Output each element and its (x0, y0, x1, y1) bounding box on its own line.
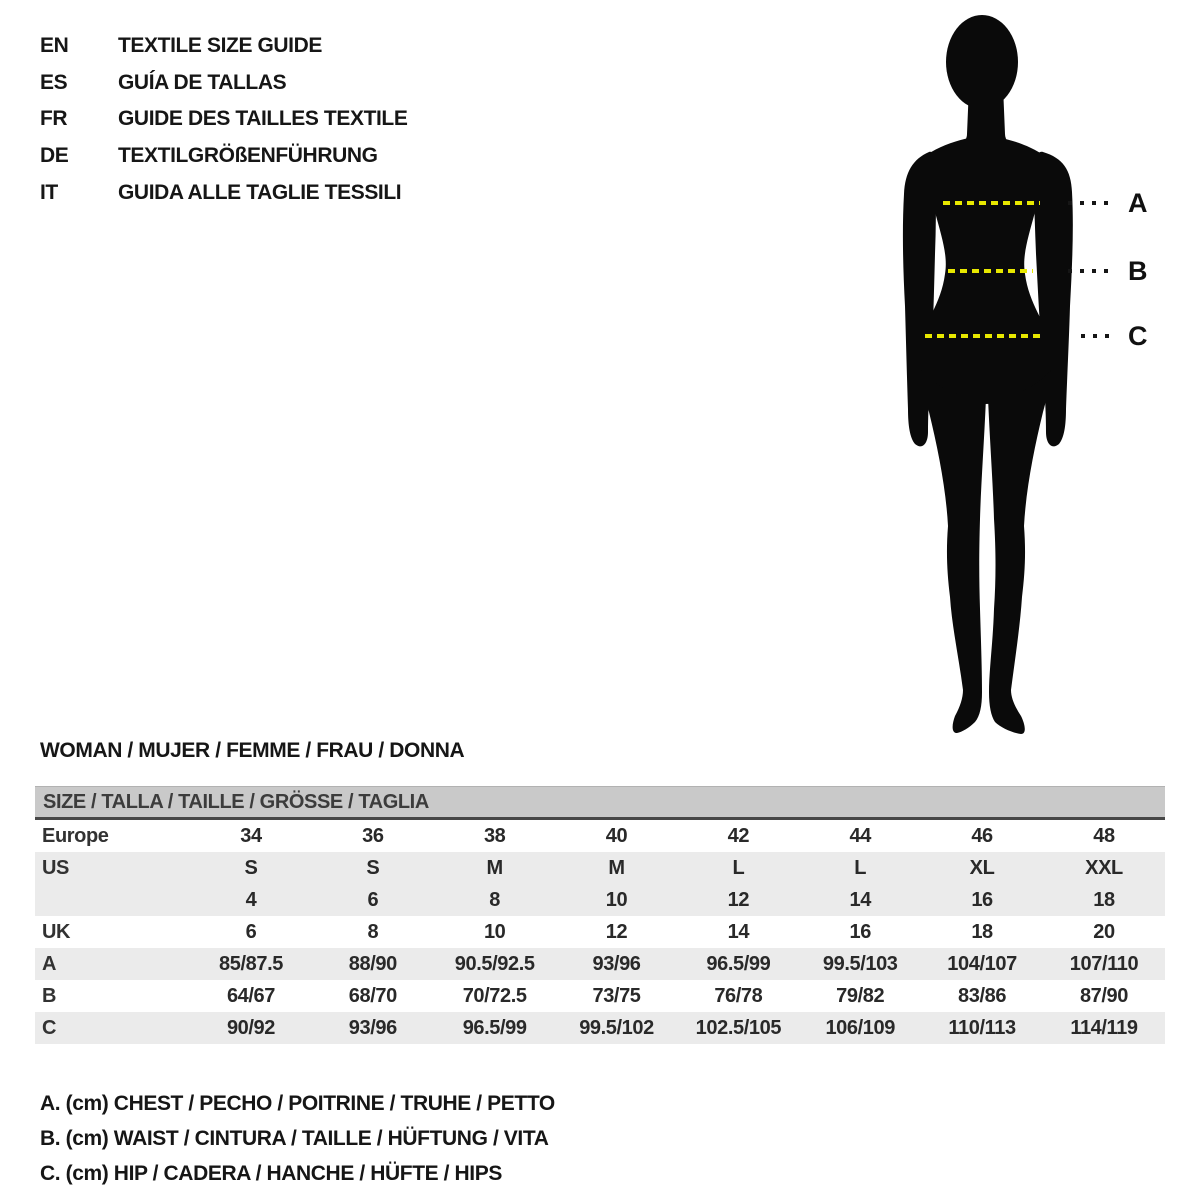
table-row-europe (35, 819, 1165, 853)
table-cell: 6 (367, 888, 379, 911)
table-cell: 64/67 (226, 984, 276, 1007)
legend-waist: B. (cm) WAIST / CINTURA / TAILLE / HÜFTUNG / VITA (40, 1126, 549, 1150)
hip-leader-line (1081, 334, 1114, 338)
legend-chest: A. (cm) CHEST / PECHO / POITRINE / TRUHE / PETTO (40, 1091, 555, 1115)
table-cell: 76/78 (714, 984, 763, 1007)
table-row-waist (35, 980, 1165, 1012)
table-cell: 4 (245, 888, 257, 911)
table-cell: 16 (849, 920, 871, 943)
row-label: Europe (42, 824, 109, 847)
table-cell: L (732, 856, 745, 879)
table-cell: 87/90 (1079, 984, 1129, 1007)
table-cell: 40 (605, 824, 628, 847)
table-header: SIZE / TALLA / TAILLE / GRÖSSE / TAGLIA (35, 787, 1165, 819)
table-header-row (35, 787, 1165, 819)
table-cell: 110/113 (948, 1016, 1016, 1039)
table-cell: 106/109 (825, 1016, 895, 1039)
table-row-us-numbers (35, 884, 1165, 916)
measurement-figure (895, 14, 1180, 744)
table-cell: 93/96 (348, 1016, 397, 1039)
woman-silhouette (895, 14, 1095, 739)
language-code: ES (40, 70, 68, 94)
measurement-legend (40, 1086, 555, 1191)
marker-label-a: A (1128, 188, 1148, 218)
row-label: US (42, 856, 69, 879)
table-cell: 104/107 (947, 952, 1017, 975)
legend-hip: C. (cm) HIP / CADERA / HANCHE / HÜFTE / HIPS (40, 1161, 502, 1185)
table-cell: S (244, 856, 258, 879)
chest-leader-line (1068, 201, 1114, 205)
guide-title: TEXTILE SIZE GUIDE (118, 34, 322, 58)
table-cell: 14 (727, 920, 750, 943)
table-cell: 42 (727, 824, 750, 847)
language-code: FR (40, 107, 68, 131)
table-cell: 96.5/99 (462, 1016, 527, 1039)
table-cell: 44 (849, 824, 871, 847)
table-cell: L (854, 856, 867, 879)
table-cell: 73/75 (592, 984, 641, 1007)
table-cell: 6 (245, 920, 257, 943)
table-cell: 38 (483, 824, 506, 847)
guide-title: GUIDE DES TAILLES TEXTILE (118, 107, 408, 131)
table-cell: 20 (1093, 920, 1115, 943)
table-cell: 96.5/99 (706, 952, 771, 975)
row-label: A (42, 952, 57, 975)
row-label: UK (42, 920, 71, 943)
table-cell: 79/82 (836, 984, 885, 1007)
table-cell: 34 (240, 824, 262, 847)
marker-label-b: B (1128, 256, 1148, 286)
table-cell: 102.5/105 (695, 1016, 782, 1039)
table-cell: 99.5/102 (579, 1016, 654, 1039)
marker-label-c: C (1128, 321, 1148, 351)
table-cell: 99.5/103 (822, 952, 898, 975)
table-cell: 83/86 (958, 984, 1007, 1007)
table-cell: S (366, 856, 380, 879)
table-cell: 93/96 (592, 952, 641, 975)
table-cell: 70/72.5 (462, 984, 527, 1007)
table-cell: 85/87.5 (219, 952, 283, 975)
section-heading: WOMAN / MUJER / FEMME / FRAU / DONNA (40, 739, 465, 762)
table-cell: 88/90 (348, 952, 397, 975)
language-row-es (40, 65, 407, 102)
table-cell: 68/70 (348, 984, 397, 1007)
language-row-fr (40, 101, 407, 138)
language-row-de (40, 138, 407, 175)
guide-title: GUIDA ALLE TAGLIE TESSILI (118, 180, 402, 204)
chest-measure-line (943, 201, 1040, 205)
table-row-chest (35, 948, 1165, 980)
table-cell: 12 (727, 888, 750, 911)
table-cell: 18 (1093, 888, 1115, 911)
guide-title: GUÍA DE TALLAS (118, 70, 287, 94)
table-row-us-letters (35, 852, 1165, 884)
table-cell: 14 (849, 888, 871, 911)
table-cell: XXL (1085, 856, 1123, 879)
language-row-it (40, 174, 407, 211)
table-cell: 46 (971, 824, 993, 847)
table-cell: 18 (971, 920, 993, 943)
table-cell: M (486, 856, 503, 879)
table-cell: 90/92 (226, 1016, 276, 1039)
table-row-hip (35, 1012, 1165, 1044)
table-cell: 16 (971, 888, 993, 911)
language-code: DE (40, 144, 69, 168)
table-cell: 8 (367, 920, 379, 943)
waist-measure-line (948, 269, 1033, 273)
row-label: B (42, 984, 57, 1007)
table-cell: 114/119 (1070, 1016, 1138, 1039)
row-label: C (42, 1016, 57, 1039)
table-cell: 48 (1093, 824, 1115, 847)
table-cell: 107/110 (1069, 952, 1139, 975)
table-cell: 90.5/92.5 (454, 952, 535, 975)
language-title-list (40, 28, 407, 211)
table-cell: 10 (483, 920, 506, 943)
language-code: EN (40, 34, 69, 58)
hip-measure-line (925, 334, 1045, 338)
language-code: IT (40, 180, 58, 204)
row-label (35, 884, 190, 916)
guide-title: TEXTILGRÖßENFÜHRUNG (118, 144, 378, 168)
table-cell: 10 (605, 888, 628, 911)
waist-leader-line (1068, 269, 1114, 273)
size-table (35, 786, 1165, 1044)
table-row-uk (35, 916, 1165, 948)
table-cell: 36 (362, 824, 384, 847)
table-cell: M (608, 856, 625, 879)
table-cell: 12 (605, 920, 628, 943)
table-cell: XL (969, 856, 995, 879)
table-cell: 8 (489, 888, 501, 911)
language-row-en (40, 28, 407, 65)
